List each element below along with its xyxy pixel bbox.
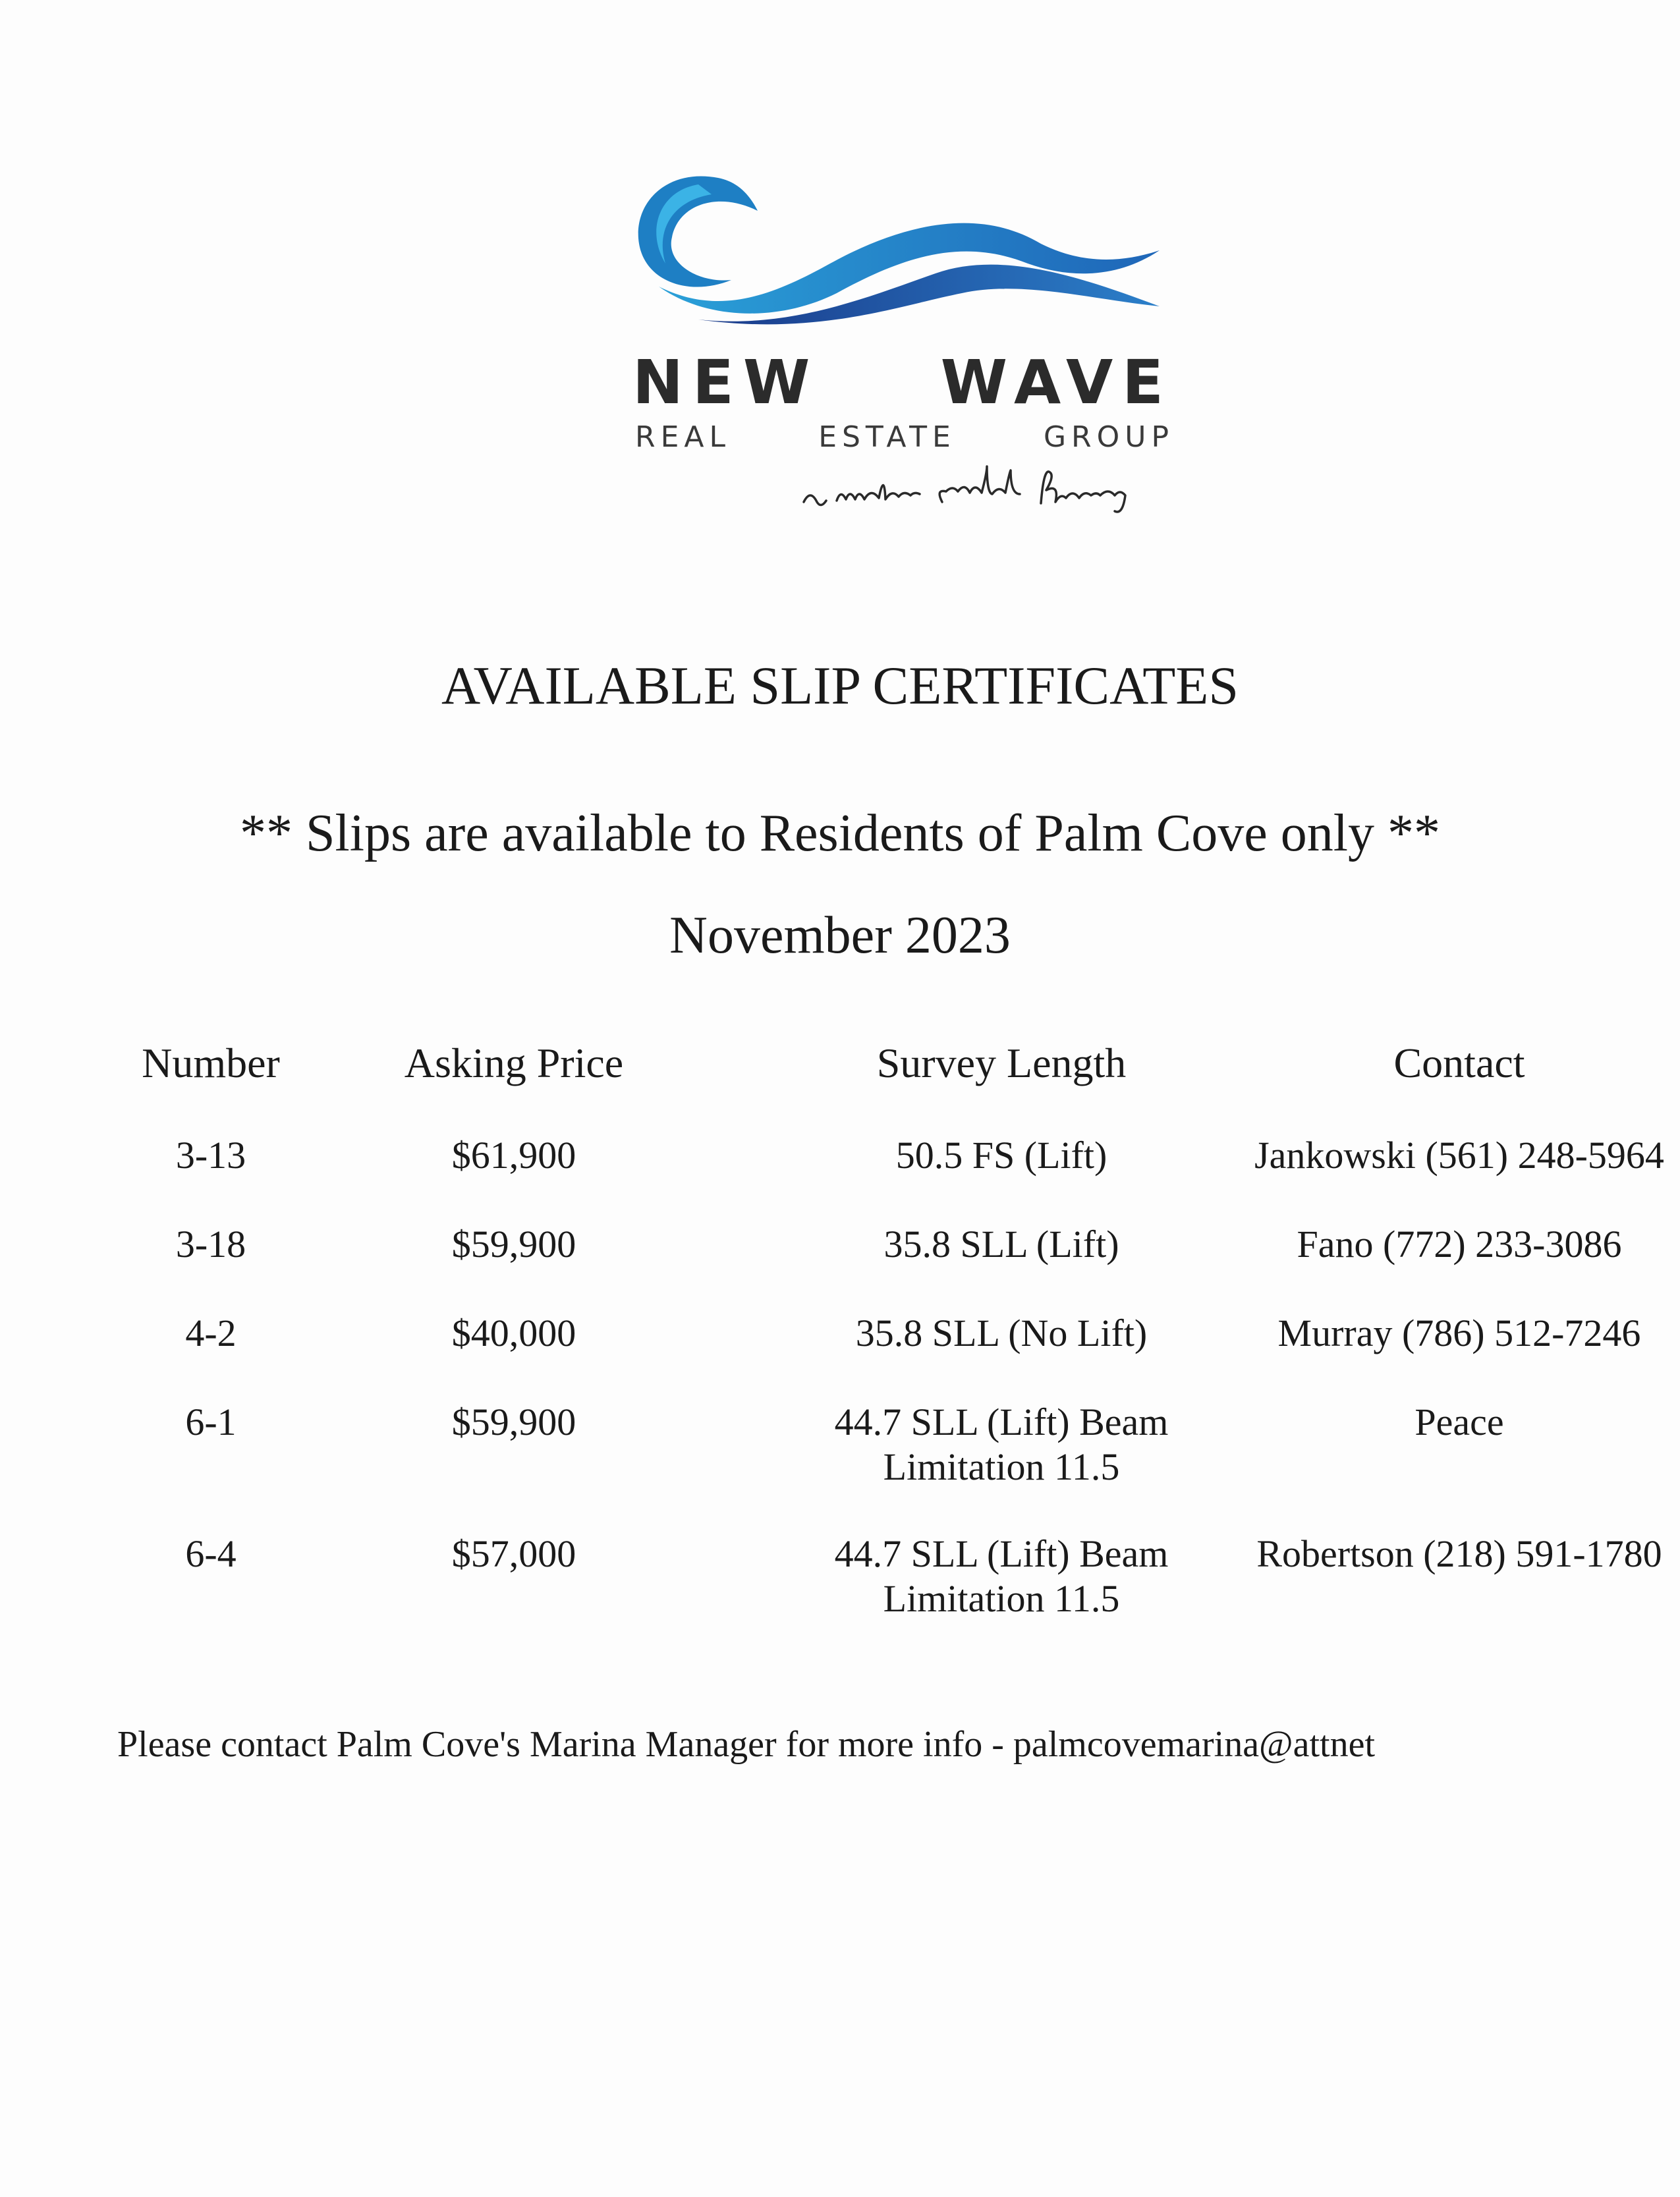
survey-length: 50.5 FS (Lift) — [895, 1134, 1107, 1177]
contact-footer-note: Please contact Palm Cove's Marina Manager for more info - palmcovemarina@attnet — [117, 1724, 1376, 1765]
table-row — [105, 1222, 1622, 1311]
slip-number: 6-1 — [185, 1401, 237, 1443]
logo-company-name: NEW WAVE — [632, 347, 1173, 418]
table-row — [105, 1400, 1594, 1532]
wave-logo-icon — [619, 165, 1186, 336]
survey-length: 44.7 SLL (Lift) Beam Limitation 11.5 — [834, 1401, 1169, 1488]
survey-length: 44.7 SLL (Lift) Beam Limitation 11.5 — [834, 1532, 1169, 1620]
asking-price: $59,900 — [451, 1401, 576, 1443]
asking-price: $61,900 — [451, 1134, 576, 1177]
header-contact: Contact — [1393, 1040, 1525, 1086]
table-header-row — [105, 1041, 1594, 1133]
table-row — [105, 1532, 1662, 1663]
page-title: AVAILABLE SLIP CERTIFICATES — [441, 655, 1239, 715]
slip-number: 3-13 — [175, 1134, 246, 1177]
contact: Peace — [1414, 1401, 1504, 1443]
slip-number: 3-18 — [175, 1223, 246, 1265]
slip-number: 6-4 — [185, 1532, 237, 1575]
listing-date: November 2023 — [669, 906, 1011, 964]
asking-price: $40,000 — [451, 1312, 576, 1354]
slip-number: 4-2 — [185, 1312, 237, 1354]
contact: Robertson (218) 591-1780 — [1256, 1532, 1662, 1575]
contact: Murray (786) 512-7246 — [1277, 1312, 1641, 1354]
header-asking-price: Asking Price — [404, 1040, 624, 1086]
company-logo — [619, 165, 1186, 534]
contact: Fano (772) 233-3086 — [1297, 1223, 1622, 1265]
header-survey-length: Survey Length — [876, 1040, 1127, 1086]
contact: Jankowski (561) 248-5964 — [1254, 1134, 1664, 1177]
residency-notice: ** Slips are available to Residents of Palm Cove only ** — [240, 804, 1440, 862]
asking-price: $59,900 — [451, 1223, 576, 1265]
survey-length: 35.8 SLL (Lift) — [883, 1223, 1119, 1265]
table-row — [105, 1311, 1641, 1400]
logo-company-subtitle: REAL ESTATE GROUP — [635, 420, 1174, 454]
header-number: Number — [142, 1040, 280, 1086]
table-row — [105, 1133, 1664, 1222]
logo-tagline-script-icon — [791, 462, 1186, 522]
survey-length: 35.8 SLL (No Lift) — [855, 1312, 1148, 1354]
slip-certificates-table — [105, 1040, 1664, 1663]
asking-price: $57,000 — [451, 1532, 576, 1575]
